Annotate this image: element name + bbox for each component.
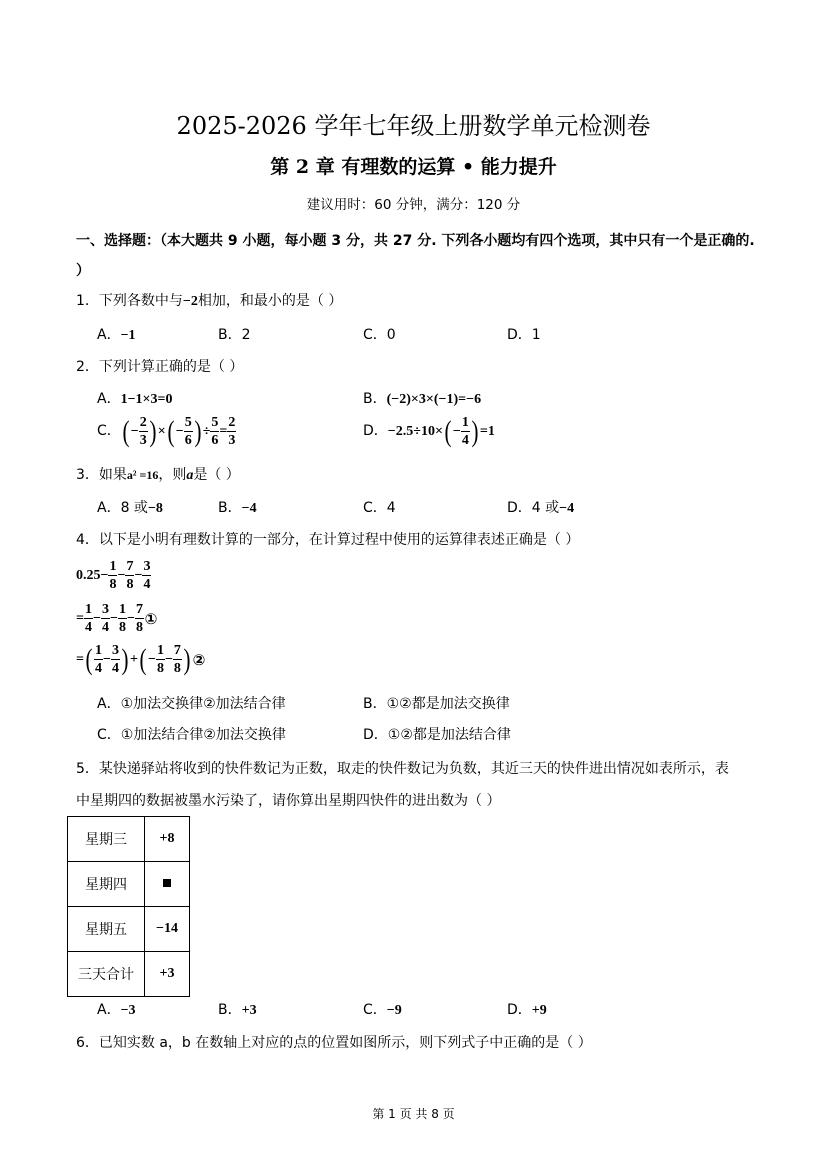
section-heading: 一、选择题：（本大题共 9 小题，每小题 3 分，共 27 分. 下列各小题均有四个选项，其中只有一个是正确的. ） bbox=[76, 233, 755, 279]
q5-option-d[interactable]: D．+9 bbox=[507, 1002, 547, 1018]
q5-option-a[interactable]: A．−3 bbox=[97, 1002, 136, 1018]
page-footer: 第 1 页 共 8 页 bbox=[372, 1107, 455, 1121]
table-row bbox=[68, 907, 190, 952]
table-row bbox=[68, 862, 190, 907]
table-cell-value: +3 bbox=[145, 952, 190, 997]
page-title: 2025-2026 学年七年级上册数学单元检测卷 bbox=[176, 112, 651, 140]
question-5-stem-line-2: 中星期四的数据被墨水污染了，请你算出星期四快件的进出数为（ ） bbox=[76, 793, 501, 809]
table-cell-label: 星期三 bbox=[68, 817, 145, 862]
question-4-stem: 4．以下是小明有理数计算的一部分，在计算过程中使用的运算律表述正确是（ ） bbox=[76, 532, 580, 548]
ink-stain bbox=[163, 879, 171, 887]
table-cell-label: 星期四 bbox=[68, 862, 145, 907]
parcel-table bbox=[67, 816, 190, 997]
q4-calc-line-1: 0.25− $\frac{1}{8}$ − $\frac{7}{8}$ − $\frac{3}{4}$ bbox=[76, 559, 151, 592]
q5-option-c[interactable]: C．−9 bbox=[363, 1002, 402, 1018]
q2-option-d[interactable]: D．−2.5÷10×( − $\frac{1}{4}$ ) =1 bbox=[363, 415, 495, 448]
q4-calc-line-3: =( $\frac{1}{4}$ − $\frac{3}{4}$ ) +( − $\frac{1}{8}$ − $\frac{7}{8}$ ) ② bbox=[76, 643, 206, 676]
q3-option-c[interactable]: C．4 bbox=[363, 500, 396, 516]
q1-option-c[interactable]: C．0 bbox=[363, 327, 396, 343]
table-row bbox=[68, 817, 190, 862]
exam-meta: 建议用时：60 分钟，满分：120 分 bbox=[306, 197, 521, 213]
table-cell-label: 星期五 bbox=[68, 907, 145, 952]
q4-option-a[interactable]: A．①加法交换律②加法结合律 bbox=[97, 696, 286, 712]
q4-option-d[interactable]: D．①②都是加法结合律 bbox=[363, 727, 511, 743]
table-cell-label: 三天合计 bbox=[68, 952, 145, 997]
q3-option-a[interactable]: A．8 或−8 bbox=[97, 500, 163, 516]
question-2-stem: 2．下列计算正确的是（ ） bbox=[76, 359, 244, 375]
ink-stain-cell bbox=[145, 862, 190, 907]
table-row bbox=[68, 952, 190, 997]
q5-option-b[interactable]: B．+3 bbox=[218, 1002, 257, 1018]
q1-option-b[interactable]: B．2 bbox=[218, 327, 251, 343]
q3-option-b[interactable]: B．−4 bbox=[218, 500, 257, 516]
q2-option-a[interactable]: A．1−1×3=0 bbox=[97, 391, 173, 407]
q4-option-b[interactable]: B．①②都是加法交换律 bbox=[363, 696, 510, 712]
q1-option-a[interactable]: A．−1 bbox=[97, 327, 136, 343]
question-1-stem: 1．下列各数中与−2相加，和最小的是（ ） bbox=[76, 293, 343, 309]
q4-calc-line-2: = $\frac{1}{4}$ − $\frac{3}{4}$ − $\frac{1}{8}$ − $\frac{7}{8}$ ① bbox=[76, 602, 158, 635]
table-cell-value: +8 bbox=[145, 817, 190, 862]
table-cell-value: −14 bbox=[145, 907, 190, 952]
q2-option-c[interactable]: C．( − $\frac{2}{3}$ ) ×( − $\frac{5}{6}$ ) ÷ $\frac{5}{6}$ = $\frac{2}{3}$ bbox=[97, 415, 236, 448]
question-6-stem: 6．已知实数 a，b 在数轴上对应的点的位置如图所示，则下列式子中正确的是（ ） bbox=[76, 1035, 592, 1051]
chapter-subtitle: 第 2 章 有理数的运算 • 能力提升 bbox=[270, 156, 557, 178]
q3-option-d[interactable]: D．4 或−4 bbox=[507, 500, 575, 516]
step-mark-2: ② bbox=[192, 651, 206, 669]
question-3-stem: 3．如果a² =16，则a是（ ） bbox=[76, 467, 240, 483]
q1-option-d[interactable]: D．1 bbox=[507, 327, 541, 343]
question-5-stem-line-1: 5．某快递驿站将收到的快件数记为正数，取走的快件数记为负数，其近三天的快件进出情况如表所示，表 bbox=[76, 761, 729, 777]
q4-option-c[interactable]: C．①加法结合律②加法交换律 bbox=[97, 727, 286, 743]
q2-option-b[interactable]: B．(−2)×3×(−1)=−6 bbox=[363, 391, 482, 407]
step-mark-1: ① bbox=[144, 610, 158, 628]
